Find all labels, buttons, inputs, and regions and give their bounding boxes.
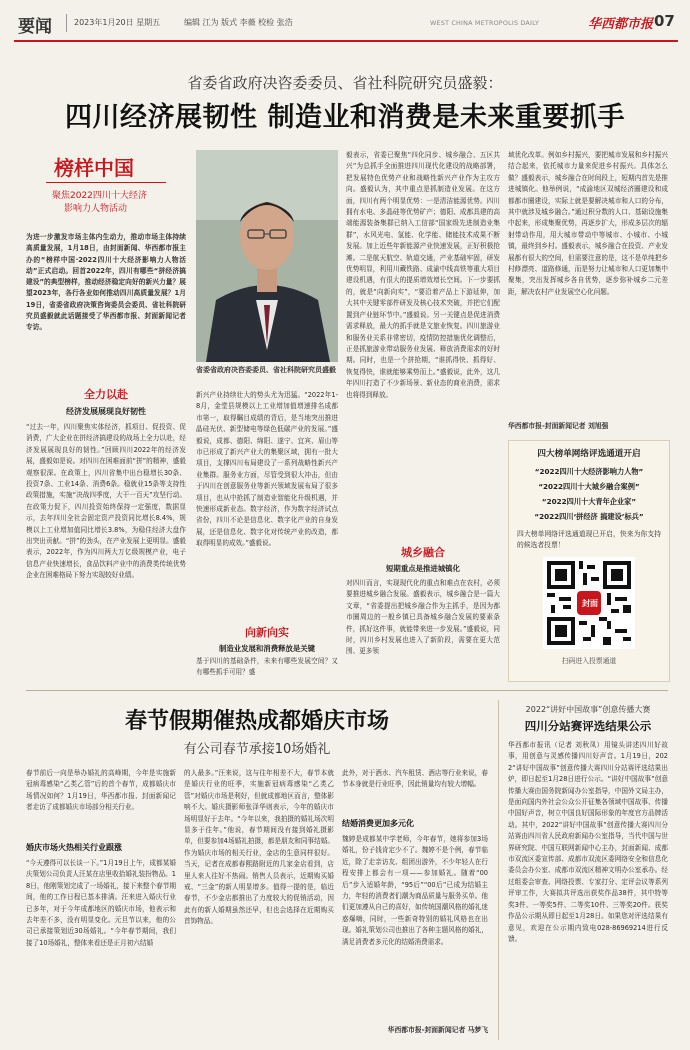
contest-title: 四大榜单网络评选通道开启 <box>537 449 641 459</box>
paper-logo: 华西都市报 <box>588 17 654 32</box>
vote-qr-code[interactable] <box>543 557 635 649</box>
subhead-urban-rural-line: 短期重点是推进城镇化 <box>386 564 460 573</box>
wedding-column-1b: “今天遵得可以长谈一下。”1月19日上午，成都某婚庆策划公司负责人汪某在店里收拾婚礼装扮物品。18日，他刚策划完成了一场婚礼，接下来整个春节期间，他的工作日程已基本排满。汪来进入婚庆行业已多年，对于今年成都地区的婚庆市场，他表示和去年差不多，没有明显变化。元旦节以来，他的公司已承接策划近30场婚礼。“今年春节期间，我们接了10场婚礼，整体来看还是正月初六结婚 <box>26 859 176 947</box>
interview-column-2b: 基于四川的基础条件，未来有哪些发展空间？又有哪些抓手可用？盛 <box>196 657 338 677</box>
interview-column-3: 毅表示，省委已聚焦“四化同步、城乡融合、五区共兴”为总抓手全面推进四川现代化建设的战略部署，把发展特色优势产业和战略性新兴产业作为主攻方向。盛毅认为，其中重点是抓制造业发展。在这方面，四川有两个明显优势：一是清洁能源优势。四川拥有水电、多晶硅等优势矿产；德阳、成都具建的高端能源装备集群已纳入工信部“国家级先进制造业集群”，水风光电、氢能、化学能、储能技术成果不断发展。加上近些年新能源产业快速发展，正好积极抢滩。二是航天航空、轨道交通，产业基础牢固，研发优势明显，利用川藏铁路、成渝中线高铁等重大项目建设机遇，有很大的提质增效增长空间。下一步要抓的，就是“向新向实”，“要沿着产品上下游延伸，加大其中关键零部件研发及核心技术突破，并把它们配置到产业链环节中。”盛毅说。另一关键点是促进消费需求释放，最大的抓手就是文旅业恢复。四川旅游业和服务业关系非常密切，疫情防控措施优化调整后，正是抓旅游业带动服务业发展、释放消费需求的好时期。同时，也是一个拼抢期，“谁抓得快、抓得好、恢复得快，谁就能够乘势而上。”盛毅说，此外，这几年四川打造了不少新场景、新业态的商业消费，需求也将得到释放。 <box>346 151 500 399</box>
award-headline: 四川分站赛评选结果公示 <box>524 719 652 733</box>
contest-item: “2022四川十大经济影响力人物” <box>534 467 644 476</box>
column-underline <box>46 182 166 183</box>
wedding-column-2: 的人最多。”汪来说，这与往年相差不大，春节本就是婚庆行业的旺季，实施新冠病毒感染“乙类乙管”对婚庆市场是利好，但就成都地区而言，整体影响不大。婚庆摄影师张泽华则表示，今年的婚庆市场明显好于去年。“今年以来，我拍摄的婚礼场次明显多于往年。”他说，春节期间没有接到婚礼摄影单，但要参加4场婚礼拍摄，都是朋友和同事结婚。作为婚庆市场的相关行业，金店的生意同样很好。当天，记者在成都春熙路附近的几家金店看到，店里人来人往好不热闹。销售人员表示，近期购买婚戒、“三金”的新人明显增多。值得一提的是，临近春节，不少金店都推出了力度较大的促销活动，因此有的新人婚期虽然还早，但也会选择在近期购买首饰物品。 <box>184 769 334 926</box>
contest-note: 四大榜单网络评选通道现已开启，快来为你支持的候选者投票！ <box>517 530 661 549</box>
wedding-column-3b: 魏婷是成都某中学老师，今年春节，她将参加3场婚礼，份子钱肯定少不了。魏婷不是个例，春节临近，除了走亲访友、组团出游外，不少年轻人在行程安排上都会有一项——参加婚礼。随着“00后”步入适婚年龄，“95后”“00后”已成为结婚主力，年轻的消费者们潮为商品质量与服务买单。他们更加遵从自己的喜好，如传统国潮风格的婚礼迷惑爆嗨，同时，一些新奇特别的婚礼风格也在出现。婚礼策划公司也推出了各种主题风格的婚礼，满足消费者多元化的结婚消费需求。 <box>342 835 488 946</box>
wedding-column-1: 春节前后一向是举办婚礼的高峰期，今年是实施新冠病毒感染“乙类乙管”后的首个春节，成都婚庆市场情况如何？1月19日，华西都市报、封面新闻记者走访了成都婚庆市场部分相关行业。 <box>26 769 176 812</box>
issue-date: 2023年1月20日 星期五 <box>74 18 161 27</box>
qr-caption: 扫码进入投票通道 <box>561 657 617 665</box>
subhead-new-real <box>196 624 338 654</box>
interview-kicker: 省委省政府决咨委委员、省社科院研究员盛毅： <box>187 74 503 92</box>
interview-byline: 华西都市报-封面新闻记者 刘旭强 <box>508 422 609 430</box>
subhead-full-effort <box>26 386 186 422</box>
subhead-new-real-title: 向新向实 <box>245 626 289 639</box>
header-rule <box>14 40 678 42</box>
column-subtitle-1: 聚焦2022四川十大经济 <box>52 191 147 201</box>
award-text: 华西都市报讯（记者 刘秋凤）用镜头讲述四川好故事，用创意与灵感传播四川好声音。1月19日，2022“讲好中国故事”创意传播大赛四川分站赛评选结果出炉，即日起至1月28日进行公示。“讲好中国故事”创意传播大赛由国务院新闻办公室指导，中国外文局主办，是面向国内外社会公众公开征集各领域中国故事、传播中国好声音，树立中国良好国际形象的年度官方品牌活动。其中，2022“讲好中国故事”创意传播大赛四川分站赛由四川省人民政府新闻办公室指导，当代中国与世界研究院、中国互联网新闻中心主办，封面新闻、成都市双流区委宣传部、成都市双流区委网络安全和信息化委员会办公室、成都市双流区精神文明办公室承办。经过组委会审查、网络投票、专家打分、定评会议等系列评审工作，大赛拟共评选出获奖作品38件，其中特等奖3件、一等奖5件、二等奖10件、三等奖20件。获奖作品公示期从即日起至1月28日。如果您对评选结果有意见，欢迎在公示期内致电028-86969214进行反馈。 <box>508 741 668 943</box>
interview-headline: 四川经济展韧性 制造业和消费是未来重要抓手 <box>65 102 625 133</box>
subhead-urban-rural-title: 城乡融合 <box>401 546 445 559</box>
interview-column-4: 域优化改革。例如乡村振兴，要把城市发展和乡村振兴结合起来，依托城市力量来促进乡村振兴。具体怎么做？盛毅表示，城乡融合在时间段上，短期内首先是推进城镇化。他举例说，“成渝地区双城经济圈建设和成都都市圈建设，实际上就是要解决城市和人口的分布，其中就涉及城乡融合。”通过积分数的人口、基础设施集中起来，形成集聚优势，再逐步扩大，形成多层次的辐射带动作用，用大城市带动中等城市、小城市、小城镇，最终到乡村。盛毅表示，城乡融合在投资、产业发展都有很大的空间，但需要注意的是，这不是单纯把乡村修漂亮、道路修通，而是努力让城市和人口更加集中聚集，突出发挥城乡各自优势，逐步弥补城乡二元差距，解决农村产业发展空心化问题。 <box>508 151 668 296</box>
column-subtitle-2: 影响力人物活动 <box>64 204 128 214</box>
wedding-subhead: 有公司春节承接10场婚礼 <box>183 742 331 757</box>
editors-line: 编辑 江为 版式 李薇 校检 张浩 <box>184 18 293 27</box>
portrait-photo <box>196 150 338 362</box>
contest-box <box>508 440 670 682</box>
qr-brand-mark: 封面 <box>582 599 598 608</box>
column-divider <box>498 700 499 1040</box>
column-title: 榜样中国 <box>54 156 134 180</box>
subhead-full-effort-line: 经济发展展现良好韧性 <box>66 407 146 416</box>
column-badge <box>26 152 186 230</box>
contest-item: “2022四川‘拼经济 搞建设’标兵” <box>534 512 644 521</box>
award-kicker: 2022“讲好中国故事”创意传播大赛 <box>525 705 651 714</box>
subhead-new-real-line: 制造业发展和消费释放是关键 <box>218 644 316 653</box>
interview-column-1: “过去一年，四川聚焦实体经济，抓项目、促投资、促消费，广大企业在拼经济搞建设的战场上全力以赴，经济发展展现良好的韧性。”回顾四川2022年的经济发展，盛毅如是说。对四川在困难面前“拼”的精神，盛毅观察很深。在政策上，四川省集中出台稳增长30条、投资7条、工业14条、消费6条。稳就业15条等支持性政策措施，实施“决战四季度，大干一百天”攻坚行动。在政策力促下，四川投资始终保持一定强度，数据显示，去年四川全社会固定资产投资同比增长8.4%，规模以上工业增加值同比增长3.8%，为稳住经济大盘作出突出贡献。“拼”的劲头，在产业发展上更明显。盛毅表示，2022年，作为四川两大万亿级规模产业，电子信息产业快速增长，食品饮料产业中的消费类传统优势企业在困难格局下努力实现较好业绩。 <box>26 423 186 580</box>
wedding-column-3: 此外，对于酒水、汽车租赁、酒店等行业来说，春节本身就是行业旺季，因此销量均有较大增幅。 <box>342 769 488 789</box>
photo-caption: 省委省政府决咨委委员、省社科院研究员盛毅 <box>196 366 336 374</box>
page-header <box>0 0 690 44</box>
section-divider <box>26 690 668 691</box>
wedding-headline: 春节假期催热成都婚庆市场 <box>124 709 389 734</box>
interview-column-2: 新兴产业持续壮大的势头尤为迅猛。“2022年1-8月，金堂县规模以上工业增加值增速排名成都市第一，取得瞩目成绩的背后，是当地突出推进晶硅光伏、新型储电等绿色低碳产业的发展。”盛毅说，成都、德阳、绵阳、遂宁、宜宾、眉山等市已形成了新兴产业大的集聚区域，拥有一批大项目，支撑四川布局建设了一系列战略性新兴产业集群。服务业方面，尽管受到很大冲击，但由于四川在创意服务业等新兴领域发展布局了很多项目，也从中抢抓了制造业智能化升级机遇，并快速形成新业态。数字经济，作为数字经济试点省份，四川不论是信息化、数字化产业的自身发展，还是信息化、数字化对传统产业的改造，都取得明显的成效。”盛毅说。 <box>196 391 338 548</box>
subhead-urban-rural <box>346 544 500 576</box>
subhead-full-effort-title: 全力以赴 <box>84 388 128 401</box>
interview-column-3b: 对四川而言，实现现代化的重点和难点在农村，必须要推进城乡融合发展。盛毅表示，城乡融合是一篇大文章，“省委提出把城乡融合作为主抓手，是因为都市圈周边的一般乡镇已具备城乡融合发展的要素条件，抓好这件事，就能带来进一步发展。”盛毅说，同时，四川乡村发展也进入了新阶段，需要在更大范围、更多领 <box>346 579 500 656</box>
section-label: 要闻 <box>18 17 52 37</box>
interview-intro: 为进一步激发市场主体内生动力，推动市场主体持续高质量发展，1月18日，由封面新闻、华西都市报主办的“榜样中国·2022四川十大经济影响力人物活动”正式启动。回首2022年，四川有哪些“拼经济搞建设”的典型榜样，推动经济稳定向好的新兴力量？展望2023年，各行各业如何推动四川高质量发展？1月19日，省委省政府决策咨询委员会委员、省社科院研究员盛毅就此话题接受了华西都市报、封面新闻记者专访。 <box>26 233 186 332</box>
header-divider <box>66 14 67 32</box>
page-number: 07 <box>654 12 675 30</box>
paper-name-en: WEST CHINA METROPOLIS DAILY <box>430 19 540 27</box>
wedding-subhead-market: 婚庆市场火热相关行业跟涨 <box>26 843 122 852</box>
wedding-subhead-consumption: 结婚消费更加多元化 <box>342 819 414 828</box>
contest-item: “2022四川十大城乡融合案例” <box>538 482 640 491</box>
contest-item: “2022四川十大青年企业家” <box>541 497 637 506</box>
wedding-byline: 华西都市报-封面新闻记者 马梦飞 <box>387 1026 488 1034</box>
